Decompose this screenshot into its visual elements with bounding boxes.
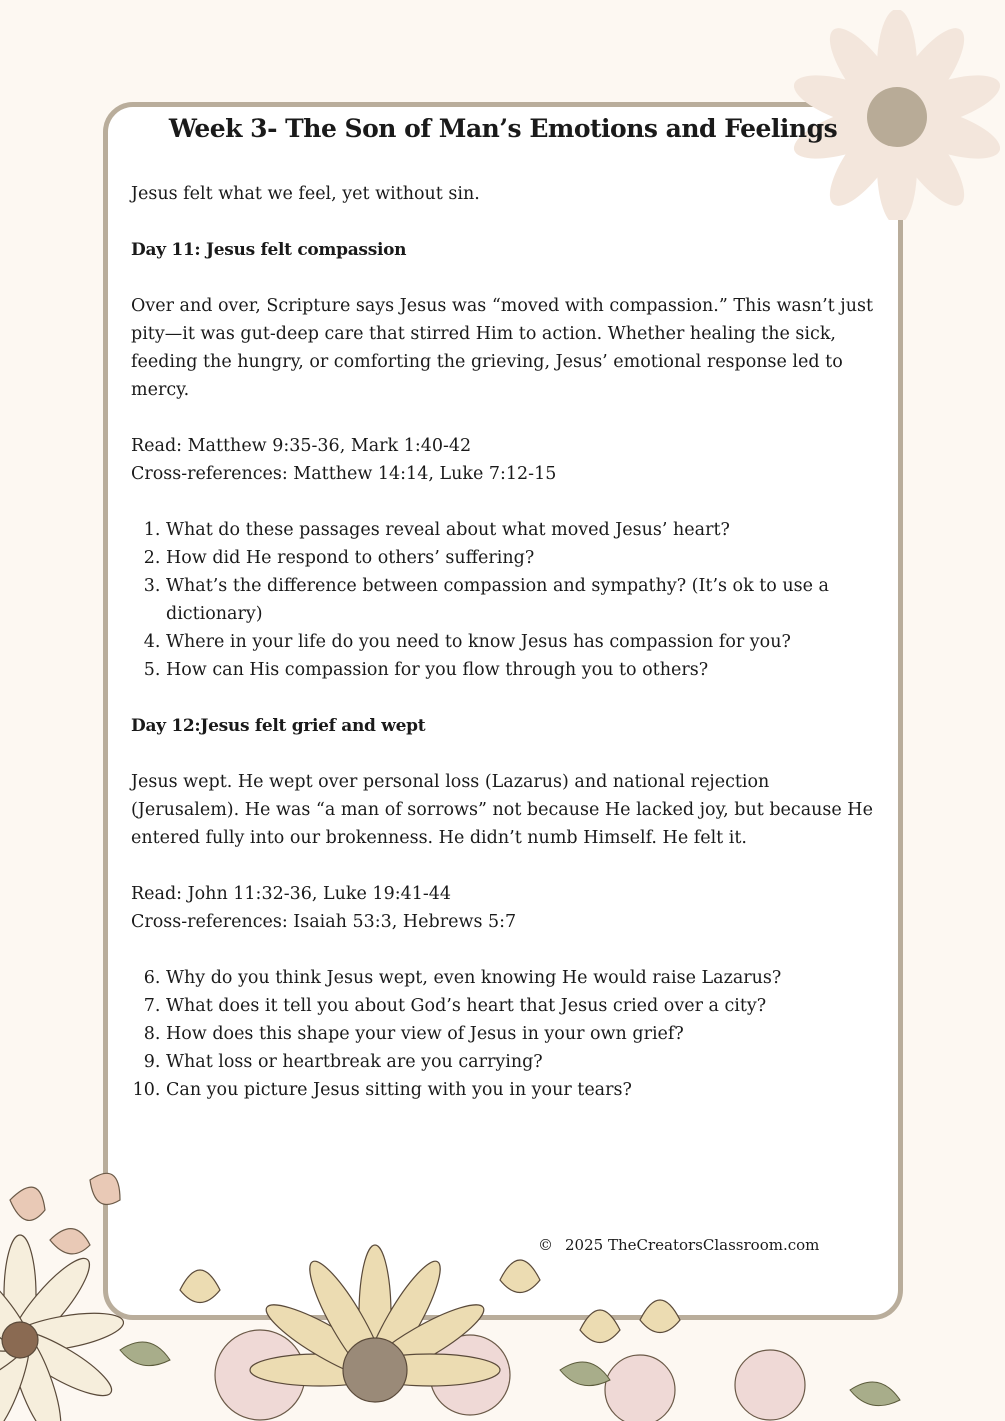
question-item: 1. What do these passages reveal about what moved Jesus’ heart? [166,516,881,544]
copyright-icon: © [538,1236,553,1254]
day-12-questions [131,964,881,1104]
question-item: 7. What does it tell you about God’s heart that Jesus cried over a city? [166,992,881,1020]
intro-text: Jesus felt what we feel, yet without sin. [131,184,480,204]
floral-border-decoration-icon [0,1120,1005,1421]
document-body [131,180,881,1132]
day-12-heading: Day 12:Jesus felt grief and wept [131,716,426,736]
question-item: 3. What’s the difference between compassion and sympathy? (It’s ok to use a dictionary) [166,572,881,628]
day-11-questions [131,516,881,684]
copyright-text: 2025 TheCreatorsClassroom.com [565,1236,820,1254]
question-item: 5. How can His compassion for you flow through you to others? [166,656,881,684]
day-12-body: Jesus wept. He wept over personal loss (Lazarus) and national rejection (Jerusalem). He was “a man of sorrows” not because He lacked joy, but because He entered fully into our brokenness. He didn’t numb Himself. He felt it. [131,772,873,848]
page-title: Week 3- The Son of Man’s Emotions and Feelings [168,114,838,143]
day-11-cross-references: Cross-references: Matthew 14:14, Luke 7:12-15 [131,464,557,484]
question-item: 8. How does this shape your view of Jesus in your own grief? [166,1020,881,1048]
day-11-body: Over and over, Scripture says Jesus was “moved with compassion.” This wasn’t just pity—it was gut-deep care that stirred Him to action. Whether healing the sick, feeding the hungry, or comforting the grieving, Jesus’ emotional response led to mercy. [131,296,873,400]
question-item: 10. Can you picture Jesus sitting with you in your tears? [166,1076,881,1104]
question-item: 4. Where in your life do you need to know Jesus has compassion for you? [166,628,881,656]
question-item: 6. Why do you think Jesus wept, even knowing He would raise Lazarus? [166,964,881,992]
copyright-footer [538,1236,831,1254]
question-item: 2. How did He respond to others’ suffering? [166,544,881,572]
question-item: 9. What loss or heartbreak are you carrying? [166,1048,881,1076]
day-12-read: Read: John 11:32-36, Luke 19:41-44 [131,884,452,904]
day-11-heading: Day 11: Jesus felt compassion [131,240,407,260]
day-11-read: Read: Matthew 9:35-36, Mark 1:40-42 [131,436,472,456]
day-12-cross-references: Cross-references: Isaiah 53:3, Hebrews 5:7 [131,912,517,932]
